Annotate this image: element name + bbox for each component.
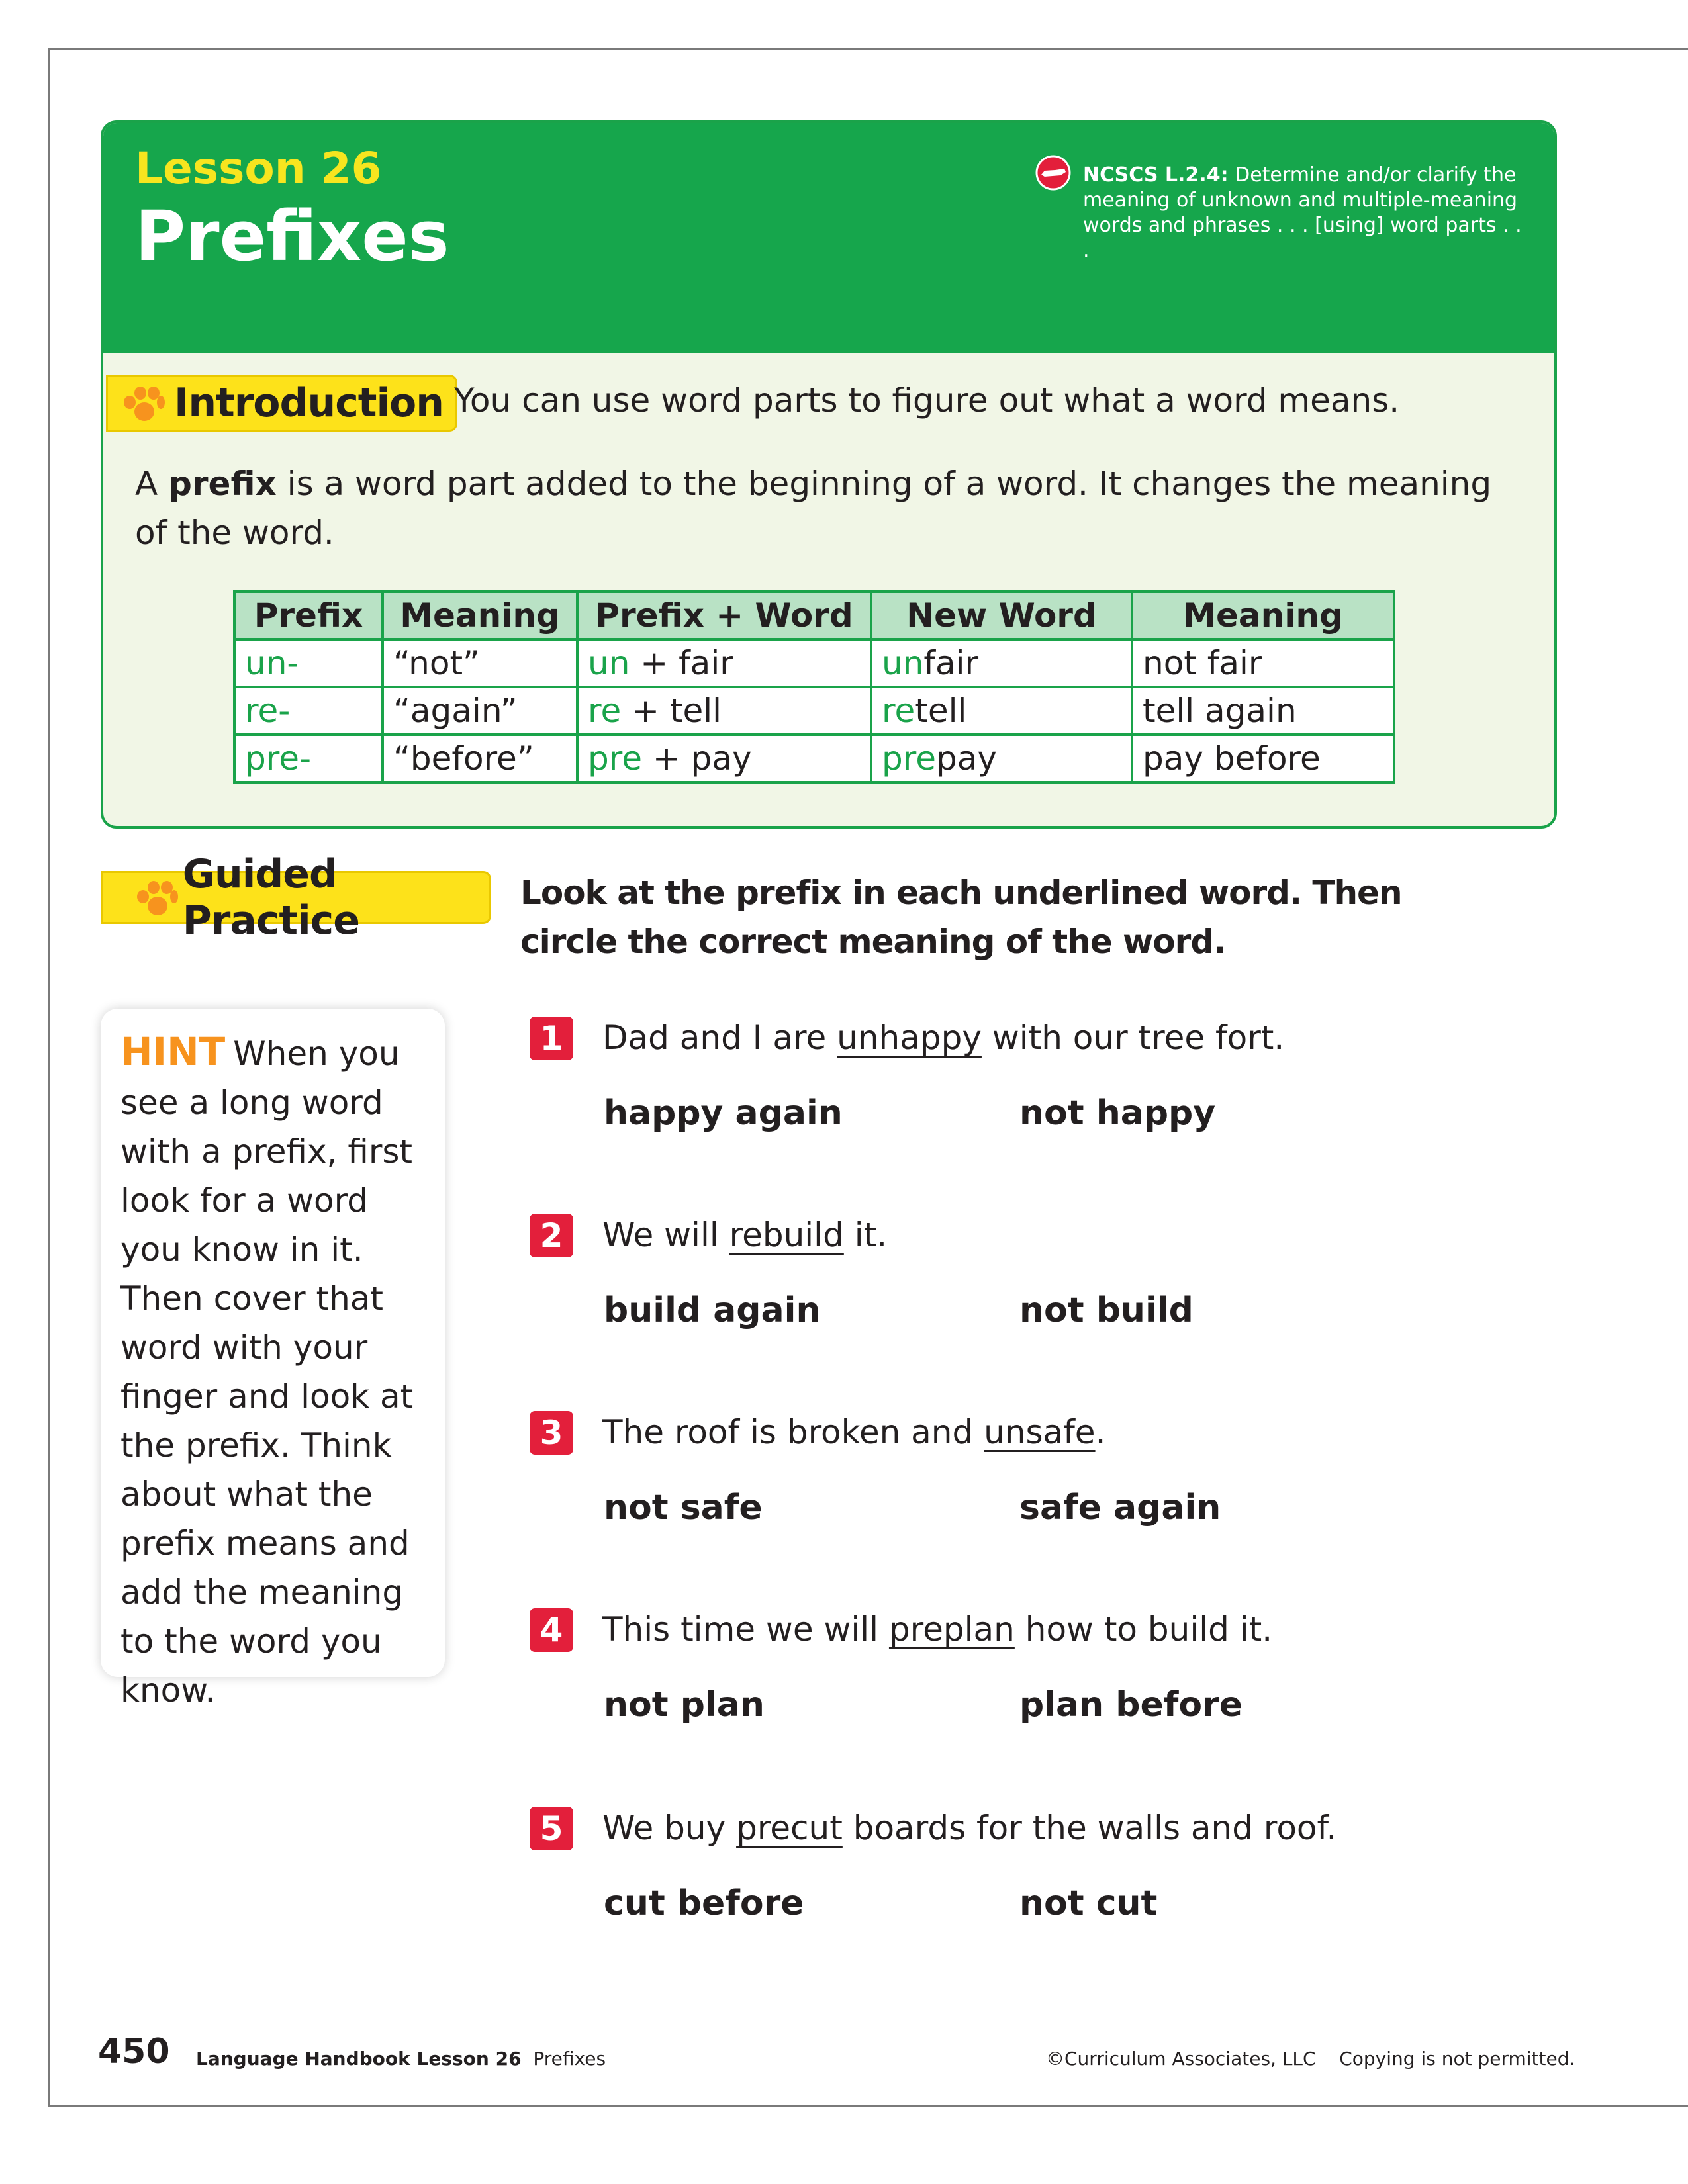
cell-prefix-plus-word: un + fair	[577, 639, 871, 687]
standard-code: NCSCS L.2.4:	[1083, 163, 1229, 187]
cell-new-word: retell	[871, 687, 1132, 735]
introduction-lead: You can use word parts to figure out what a word means.	[454, 381, 1400, 420]
standard-text	[1083, 163, 1533, 263]
item-number-badge: 2	[530, 1214, 573, 1257]
underlined-word: precut	[736, 1809, 843, 1847]
cell-prefix: pre-	[234, 735, 383, 782]
cell-new-meaning: pay before	[1132, 735, 1394, 782]
introduction-tag	[106, 375, 457, 432]
item-number-badge: 3	[530, 1411, 573, 1455]
cell-new-meaning: tell again	[1132, 687, 1394, 735]
item-number-badge: 5	[530, 1807, 573, 1850]
header-new-word: New Word	[871, 592, 1132, 639]
guided-practice-instruction: Look at the prefix in each underlined word. Then circle the correct meaning of the word.	[520, 874, 1402, 961]
answer-option-b[interactable]: not happy	[1019, 1093, 1216, 1133]
item-sentence: We buy precut boards for the walls and roof.	[602, 1809, 1337, 1847]
page-frame-top	[48, 48, 1688, 50]
footer-copyright: ©Curriculum Associates, LLC Copying is not permitted.	[1046, 2048, 1575, 2070]
page-frame-left	[48, 48, 50, 2106]
cell-prefix: un-	[234, 639, 383, 687]
prefix-term: prefix	[168, 465, 277, 503]
underlined-word: unhappy	[837, 1019, 982, 1057]
cell-new-meaning: not fair	[1132, 639, 1394, 687]
cell-meaning: “again”	[383, 687, 577, 735]
cell-meaning: “before”	[383, 735, 577, 782]
item-sentence: Dad and I are unhappy with our tree fort.	[602, 1019, 1285, 1057]
guided-practice-label: Guided Practice	[182, 851, 359, 944]
standard-description: Determine and/or clarify the meaning of unknown and multiple-meaning words and phrases . . . [using] word parts . . .	[1083, 163, 1522, 262]
item-sentence: We will rebuild it.	[602, 1216, 888, 1254]
item-sentence: The roof is broken and unsafe.	[602, 1413, 1106, 1451]
table-row	[234, 687, 1394, 735]
answer-option-a[interactable]: not safe	[604, 1488, 763, 1527]
header-prefix: Prefix	[234, 592, 383, 639]
header-prefix-plus-word: Prefix + Word	[577, 592, 871, 639]
hint-box	[101, 1009, 445, 1709]
underlined-word: rebuild	[729, 1216, 844, 1254]
table-header-row	[234, 592, 1394, 639]
answer-option-a[interactable]: build again	[604, 1291, 821, 1330]
page-number: 450	[98, 2032, 170, 2071]
cell-prefix: re-	[234, 687, 383, 735]
introduction-panel	[101, 120, 1557, 829]
answer-option-a[interactable]: not plan	[604, 1685, 765, 1725]
introduction-label: Introduction	[174, 380, 444, 426]
page-frame-bottom	[48, 2105, 1688, 2107]
cell-meaning: “not”	[383, 639, 577, 687]
lesson-title: Prefixes	[135, 196, 449, 277]
underlined-word: unsafe	[984, 1413, 1096, 1451]
lesson-label: Lesson 26	[135, 143, 382, 194]
answer-option-b[interactable]: plan before	[1019, 1685, 1243, 1725]
lesson-header	[103, 123, 1554, 353]
paw-print-icon	[134, 878, 173, 917]
cell-prefix-plus-word: pre + pay	[577, 735, 871, 782]
table-row	[234, 639, 1394, 687]
paw-print-icon	[121, 384, 165, 422]
footer-book-title: Language Handbook Lesson 26 Prefixes	[196, 2048, 606, 2070]
underlined-word: preplan	[888, 1610, 1015, 1649]
guided-practice-tag	[101, 851, 491, 944]
cell-prefix-plus-word: re + tell	[577, 687, 871, 735]
hint-label: HINT	[120, 1029, 226, 1074]
prefix-definition: A prefix is a word part added to the beginning of a word. It changes the meaning of the word.	[135, 465, 1492, 552]
table-row	[234, 735, 1394, 782]
item-number-badge: 4	[530, 1608, 573, 1652]
cell-new-word: unfair	[871, 639, 1132, 687]
answer-option-b[interactable]: safe again	[1019, 1488, 1221, 1527]
answer-option-b[interactable]: not cut	[1019, 1884, 1158, 1923]
answer-option-a[interactable]: happy again	[604, 1093, 843, 1133]
item-sentence: This time we will preplan how to build it.	[602, 1610, 1273, 1649]
header-meaning: Meaning	[383, 592, 577, 639]
prefix-table	[233, 590, 1395, 784]
header-new-meaning: Meaning	[1132, 592, 1394, 639]
hint-text	[120, 1027, 425, 1715]
cell-new-word: prepay	[871, 735, 1132, 782]
state-standard-icon	[1035, 155, 1071, 191]
hint-body: When you see a long word with a prefix, first look for a word you know in it. Then cover that word with your finger and look at the prefix. Think about what the prefix means and add the meaning to the word you know.	[120, 1034, 414, 1709]
answer-option-b[interactable]: not build	[1019, 1291, 1194, 1330]
answer-option-a[interactable]: cut before	[604, 1884, 804, 1923]
item-number-badge: 1	[530, 1017, 573, 1060]
